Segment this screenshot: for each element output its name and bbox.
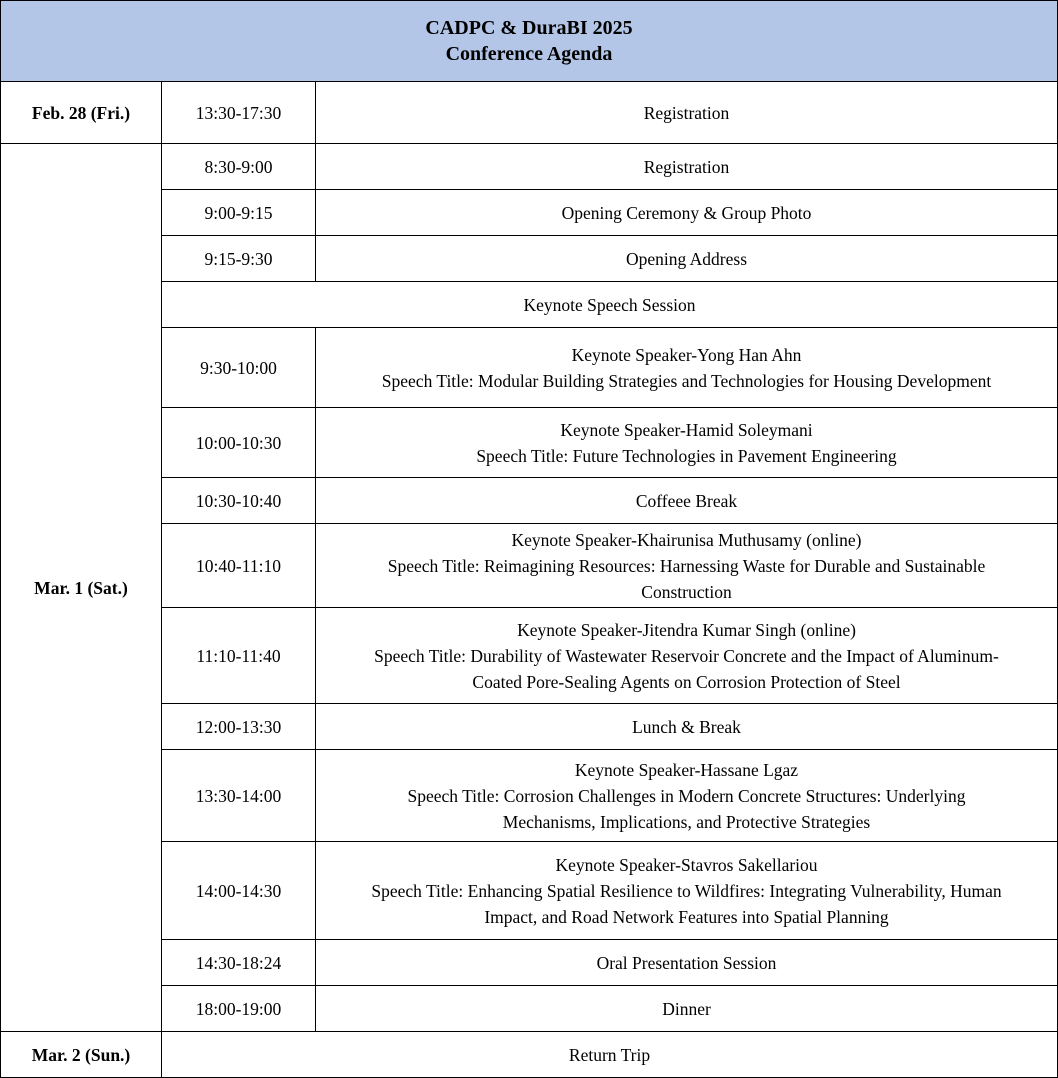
session-line: Speech Title: Modular Building Strategies and Technologies for Housing Development (381, 370, 992, 391)
time-cell: 14:00-14:30 (162, 842, 316, 940)
table-row (1, 82, 1058, 144)
time-cell: 11:10-11:40 (162, 608, 316, 704)
session-line: Registration (643, 102, 730, 123)
session-line: Speech Title: Durability of Wastewater Reservoir Concrete and the Impact of Aluminum- (374, 645, 999, 666)
session-line: Lunch & Break (632, 716, 741, 737)
time-cell: 12:00-13:30 (162, 704, 316, 750)
session-line: Keynote Speaker-Yong Han Ahn (571, 344, 802, 365)
session-line: Speech Title: Enhancing Spatial Resilience to Wildfires: Integrating Vulnerability, Human (371, 880, 1002, 901)
session-line: Return Trip (568, 1044, 651, 1065)
day-mar-1: Mar. 1 (Sat.) (1, 144, 162, 1032)
time-cell: 9:15-9:30 (162, 236, 316, 282)
day-feb-28: Feb. 28 (Fri.) (1, 82, 162, 144)
time-cell: 9:00-9:15 (162, 190, 316, 236)
session-line: Mechanisms, Implications, and Protective Strategies (502, 811, 871, 832)
session-line: Coated Pore-Sealing Agents on Corrosion Protection of Steel (472, 671, 901, 692)
session-cell (316, 82, 1058, 144)
session-line: Keynote Speaker-Jitendra Kumar Singh (online) (517, 619, 856, 640)
session-cell (316, 524, 1058, 608)
session-line: Opening Address (625, 248, 748, 269)
session-line: Speech Title: Reimagining Resources: Harnessing Waste for Durable and Sustainable (387, 555, 986, 576)
time-cell: 14:30-18:24 (162, 940, 316, 986)
session-line: Speech Title: Future Technologies in Pavement Engineering (476, 445, 897, 466)
time-cell: 13:30-14:00 (162, 750, 316, 842)
session-line: Coffeee Break (635, 490, 738, 511)
session-cell (316, 750, 1058, 842)
session-line: Keynote Speaker-Hamid Soleymani (560, 419, 813, 440)
session-cell (162, 1032, 1058, 1078)
session-cell (316, 190, 1058, 236)
session-line: Dinner (662, 998, 711, 1019)
session-cell (316, 478, 1058, 524)
session-line: Impact, and Road Network Features into Spatial Planning (484, 906, 889, 927)
title-line-2: Conference Agenda (445, 43, 613, 65)
session-line: Speech Title: Corrosion Challenges in Modern Concrete Structures: Underlying (407, 785, 966, 806)
table-row (1, 144, 1058, 190)
session-cell (316, 328, 1058, 408)
time-cell: 10:00-10:30 (162, 408, 316, 478)
table-header-row (1, 1, 1058, 82)
session-line: Keynote Speaker-Khairunisa Muthusamy (online) (511, 529, 862, 550)
session-cell (316, 144, 1058, 190)
table-row (1, 1032, 1058, 1078)
session-cell (316, 940, 1058, 986)
session-line: Construction (641, 581, 732, 602)
time-cell: 8:30-9:00 (162, 144, 316, 190)
time-cell: 10:40-11:10 (162, 524, 316, 608)
time-cell: 13:30-17:30 (162, 82, 316, 144)
session-cell (316, 704, 1058, 750)
day-mar-2: Mar. 2 (Sun.) (1, 1032, 162, 1078)
title-line-1: CADPC & DuraBI 2025 (425, 17, 633, 39)
session-line: Oral Presentation Session (596, 952, 777, 973)
session-cell (316, 986, 1058, 1032)
session-line: Opening Ceremony & Group Photo (561, 202, 812, 223)
agenda-title (1, 1, 1058, 82)
session-cell (316, 608, 1058, 704)
session-line: Keynote Speech Session (523, 294, 696, 315)
time-cell: 18:00-19:00 (162, 986, 316, 1032)
time-cell: 9:30-10:00 (162, 328, 316, 408)
session-line: Keynote Speaker-Hassane Lgaz (574, 759, 799, 780)
time-cell: 10:30-10:40 (162, 478, 316, 524)
session-heading-cell (162, 282, 1058, 328)
session-line: Keynote Speaker-Stavros Sakellariou (555, 854, 818, 875)
session-cell (316, 408, 1058, 478)
session-line: Registration (643, 156, 730, 177)
session-cell (316, 236, 1058, 282)
session-cell (316, 842, 1058, 940)
